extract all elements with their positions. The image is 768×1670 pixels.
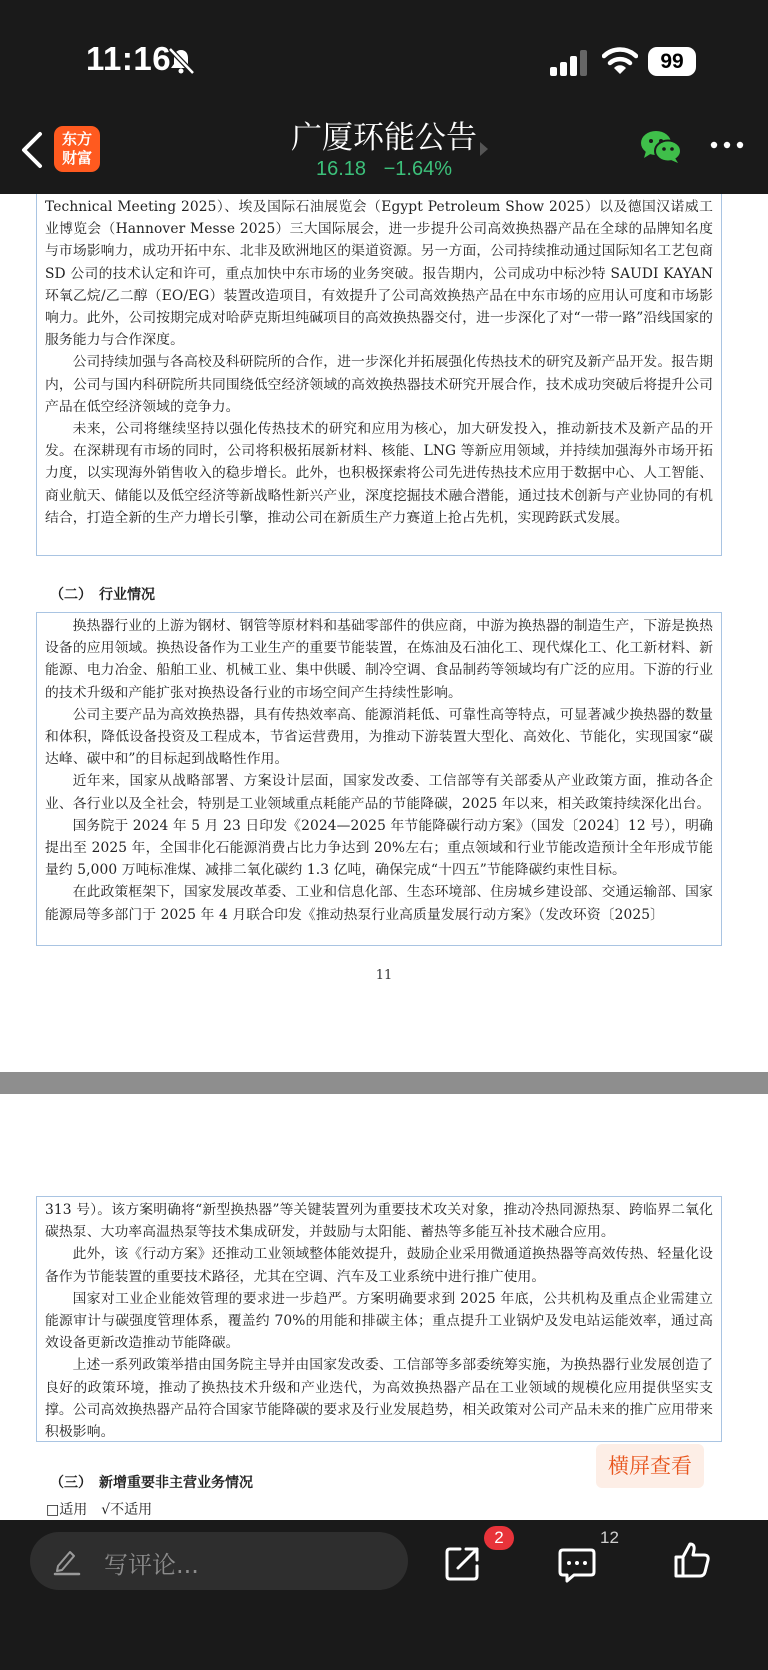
page-separator: [0, 1072, 768, 1094]
signal-icon: [550, 50, 588, 76]
section-heading: （二） 行业情况: [50, 587, 155, 603]
comment-icon[interactable]: [558, 1546, 596, 1584]
comment-count: 12: [600, 1528, 619, 1547]
paragraph: 在此政策框架下，国家发展改革委、工业和信息化部、生态环境部、住房城乡建设部、交通运输部、国家能源局等多部门于 2025 年 4 月联合印发《推动热泵行业高质量发展行动方案》（发改环资〔2025〕: [45, 884, 713, 923]
share-icon[interactable]: [444, 1544, 482, 1582]
comment-input[interactable]: [30, 1532, 408, 1590]
top-bar: [0, 0, 768, 194]
paragraph: 此外，该《行动方案》还推动工业领域整体能效提升，鼓励企业采用微通道换热器等高效传热、轻量化设备作为节能装置的重要技术路径，尤其在空调、汽车及工业系统中进行推广使用。: [45, 1246, 713, 1285]
paragraph: 公司持续加强与各高校及科研院所的合作，进一步深化并拓展强化传热技术的研究及新产品开发。报告期内，公司与国内科研院所共同围绕低空经济领域的高效换热器技术研究开展合作，技术成功突破后将提升公司产品在低空经济领域的竞争力。: [45, 354, 713, 415]
page-number: 11: [375, 968, 393, 983]
paragraph: Technical Meeting 2025）、埃及国际石油展览会（Egypt Petroleum Show 2025）以及德国汉诺威工业博览会（Hannover Messe 2025）三大国际展会，进一步提升公司高效换热器产品在全球的品牌知名度与市场影响力，成功开拓中东、北非及欧洲地区的渠道资源。另一方面，公司持续推动通过国际知名工艺包商 SD 公司的技术认定和许可，重点加快中东市场的业务突破。报告期内，公司成功中标沙特 SAUDI KAYAN 环氧乙烷/乙二醇（EO/EG）装置改造项目，有效提升了公司高效换热产品在中东市场的应用认可度和市场影响力。此外，公司按期完成对哈萨克斯坦纯碱项目的高效换热器交付，进一步深化了对“一带一路”沿线国家的服务能力与合作深度。: [45, 199, 713, 349]
paragraph: 公司主要产品为高效换热器，具有传热效率高、能源消耗低、可靠性高等特点，可显著减少换热器的数量和体积，降低设备投资及工程成本，节省运营费用，为推动下游装置大型化、高效化、节能化，实现国家“碳达峰、碳中和”的目标起到战略性作用。: [45, 706, 713, 768]
logo-line2: 财富: [61, 149, 92, 167]
bell-muted-icon: [166, 46, 196, 76]
share-badge: 2: [484, 1526, 514, 1550]
wifi-icon: [602, 46, 638, 76]
paragraph: 上述一系列政策举措由国务院主导并由国家发改委、工信部等多部委统筹实施，为换热器行业发展创造了良好的政策环境，推动了换热技术升级和产业迭代，为高效换热器产品在工业领域的规模化应用提供坚实支撑。公司高效换热器产品符合国家节能降碳的要求及行业发展趋势，相关政策对公司产品未来的推广应用带来积极影响。: [45, 1357, 713, 1441]
page-title: 广厦环能公告: [291, 120, 477, 156]
applicable-checkbox-line: □适用 √不适用: [46, 1502, 153, 1518]
thumbs-up-icon[interactable]: [672, 1540, 712, 1580]
status-time: 11:16: [86, 40, 172, 77]
comment-placeholder: 写评论...: [104, 1551, 199, 1579]
paragraph: 国务院于 2024 年 5 月 23 日印发《2024—2025 年节能降碳行动方案》（国发〔2024〕12 号），明确提出至 2025 年，全国非化石能源消费占比力争达到 20%左右；重点领域和行业节能改造预计全年形成节能量约 5,000 万吨标准煤、减排二氧化碳约 1.3 亿吨，确保完成“十四五”节能降碳约束性目标。: [45, 817, 713, 879]
content-box: [36, 612, 722, 946]
pen-icon: [52, 1546, 82, 1576]
content-box: [36, 194, 722, 556]
paragraph: 换热器行业的上游为钢材、钢管等原材料和基础零部件的供应商，中游为换热器的制造生产，下游是换热设备的应用领域。换热设备作为工业生产的重要节能装置，在炼油及石油化工、现代煤化工、化工新材料、新能源、电力冶金、船舶工业、机械工业、集中供暖、制冷空调、食品制药等领域均有广泛的应用。下游的行业的技术升级和产能扩张对换热设备行业的市场空间产生持续性影响。: [45, 618, 713, 701]
paragraph: 未来，公司将继续坚持以强化传热技术的研究和应用为核心，加大研发投入，推动新技术及新产品的开发。在深耕现有市场的同时，公司将积极拓展新材料、核能、LNG 等新应用领域，并持续加强海外市场开拓力度，以实现海外销售收入的稳步增长。此外，也积极探索将公司先进传热技术应用于数据中心、人工智能、商业航天、储能以及低空经济等新战略性新兴产业，深度挖掘技术融合潜能，通过技术创新与产业协同的有机结合，打造全新的生产力增长引擎，推动公司在新质生产力赛道上抢占先机，实现跨跃式发展。: [45, 421, 713, 526]
expand-triangle-icon[interactable]: [478, 140, 490, 158]
more-icon[interactable]: [710, 140, 744, 150]
section-heading: （三） 新增重要非主营业务情况: [50, 1475, 253, 1491]
wechat-icon[interactable]: [640, 130, 682, 164]
paragraph: 近年来，国家从战略部署、方案设计层面，国家发改委、工信部等有关部委从产业政策方面，推动各企业、各行业以及全社会，特别是工业领域重点耗能产品的节能降碳，2025 年以来，相关政策持续深化出台。: [45, 773, 713, 812]
landscape-view-button[interactable]: 横屏查看: [596, 1444, 704, 1488]
stock-price: 16.18: [315, 158, 367, 180]
paragraph: 313 号）。该方案明确将“新型换热器”等关键装置列为重要技术攻关对象，推动冷热同源热泵、跨临界二氧化碳热泵、大功率高温热泵等技术集成研发，并鼓励与太阳能、蓄热等多能互补技术融合应用。: [45, 1202, 713, 1241]
content-box: [36, 1196, 722, 1442]
paragraph: 国家对工业企业能效管理的要求进一步趋严。方案明确要求到 2025 年底，公共机构及重点企业需建立能源审计与碳强度管理体系，覆盖约 70%的用能和排碳主体；重点提升工业锅炉及发电站运能效率，通过高效设备更新改造推动节能降碳。: [45, 1290, 713, 1352]
logo-line1: 东方: [61, 130, 92, 148]
battery-indicator: 99: [648, 47, 696, 76]
stock-change: −1.64%: [383, 158, 452, 180]
